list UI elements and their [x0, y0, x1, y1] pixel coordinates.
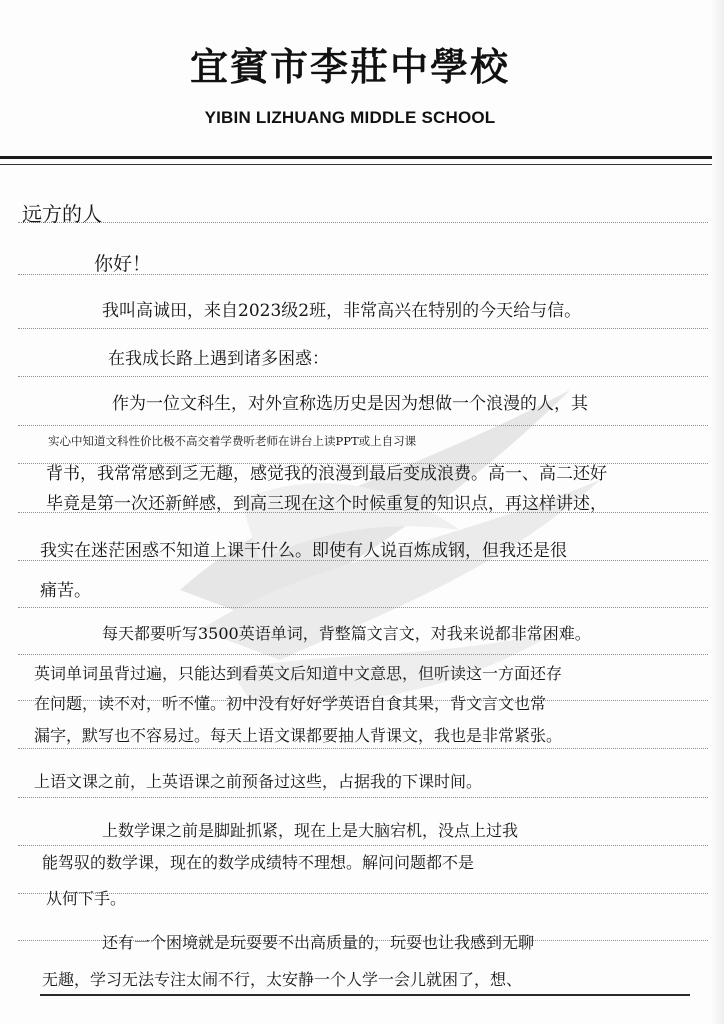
letter-line: 作为一位文科生，对外宣称选历史是因为想做一个浪漫的人，其 — [112, 394, 588, 414]
letter-line: 每天都要听写3500英语单词，背整篇文言文，对我来说都非常困难。 — [102, 624, 591, 643]
letter-line: 英词单词虽背过遍，只能达到看英文后知道中文意思，但听读这一方面还存 — [34, 664, 563, 683]
school-name-english: YIBIN LIZHUANG MIDDLE SCHOOL — [204, 108, 496, 127]
ruled-line — [18, 845, 708, 846]
letter-line: 背书，我常常感到乏无趣，感觉我的浪漫到最后变成浪费。高一、高二还好 — [46, 464, 607, 484]
letter-line: 痛苦。 — [40, 581, 91, 601]
letter-line: 我实在迷茫困惑不知道上课干什么。即使有人说百炼成钢，但我还是很 — [40, 541, 567, 561]
greeting: 你好！ — [94, 253, 152, 275]
ruled-line — [18, 797, 708, 798]
ruled-line — [18, 376, 708, 377]
scan-edge-shadow — [710, 0, 724, 1024]
letter-line: 能驾驭的数学课，现在的数学成绩特不理想。解问问题都不是 — [42, 853, 475, 872]
salutation: 远方的人 — [22, 202, 102, 226]
letter-line: 在问题，读不对，听不懂。初中没有好好学英语自食其果，背文言文也常 — [34, 694, 547, 713]
ruled-line — [18, 328, 708, 329]
letter-line: 毕竟是第一次还新鲜感，到高三现在这个时候重复的知识点，再这样讲述， — [46, 494, 607, 514]
letter-line: 实心中知道文科性价比极不高交着学费听老师在讲台上读PPT或上自习课 — [48, 434, 417, 448]
letter-line: 我叫高诚田，来自2023级2班，非常高兴在特别的今天给与信。 — [102, 301, 582, 321]
ruled-line — [18, 425, 708, 426]
ruled-line — [18, 607, 708, 608]
letter-line: 上语文课之前，上英语课之前预备过这些，占据我的下课时间。 — [34, 772, 483, 791]
ruled-line — [18, 654, 708, 655]
letter-line: 漏字，默写也不容易过。每天上语文课都要抽人背课文，我也是非常紧张。 — [34, 726, 563, 745]
letter-line: 还有一个困境就是玩耍要不出高质量的，玩耍也让我感到无聊 — [102, 933, 535, 952]
letter-line: 无趣，学习无法专注太闹不行，太安静一个人学一会儿就困了，想、 — [42, 970, 523, 989]
letter-line: 从何下手。 — [46, 889, 127, 908]
school-name-chinese: 宜賓市李莊中學校 — [189, 44, 510, 89]
ruled-line — [18, 222, 708, 223]
bottom-rule — [40, 994, 690, 996]
ruled-line — [18, 748, 708, 749]
letter-line: 上数学课之前是脚趾抓紧，现在上是大脑宕机，没点上过我 — [102, 821, 519, 840]
letter-line: 在我成长路上遇到诸多困惑： — [108, 349, 329, 369]
